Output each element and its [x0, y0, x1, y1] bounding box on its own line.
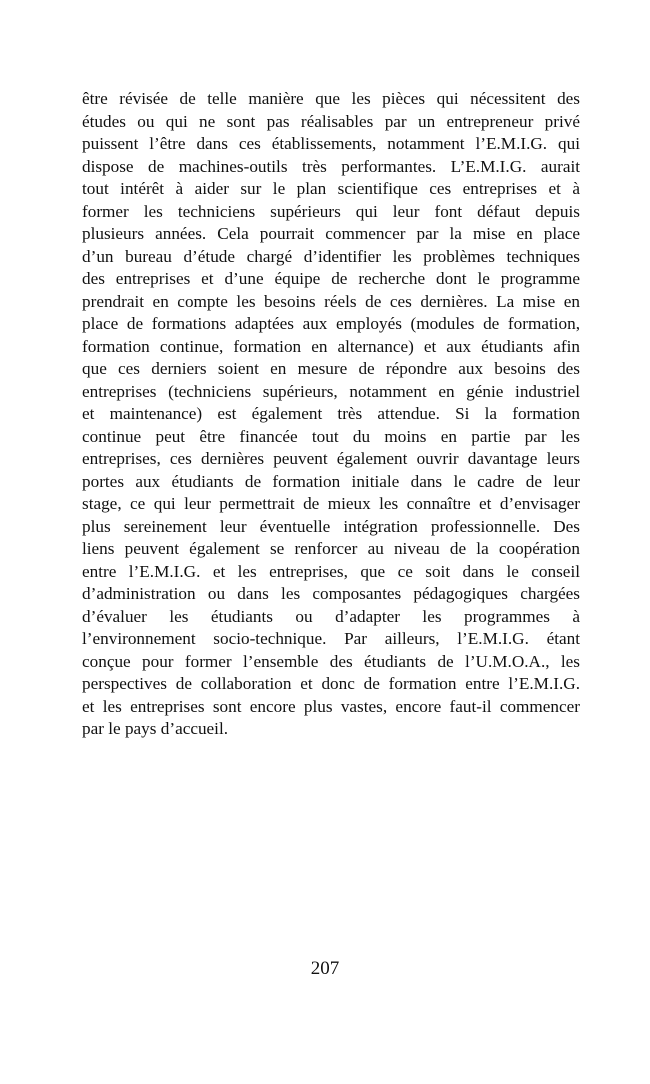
text-line: que ces derniers soient en mesure de répondre aux besoins des	[82, 359, 580, 378]
text-line: liens peuvent également se renforcer au niveau de la coopération	[82, 539, 580, 558]
text-line: portes aux étudiants de formation initiale dans le cadre de leur	[82, 471, 580, 491]
text-line: être révisée de telle manière que les pièces qui nécessitent des	[82, 89, 580, 108]
text-line: études ou qui ne sont pas réalisables par un entrepreneur privé	[82, 111, 580, 131]
text-line: d’administration ou dans les composantes pédagogiques chargées	[82, 584, 580, 603]
text-line: l’environnement socio-technique. Par ailleurs, l’E.M.I.G. étant	[82, 629, 580, 648]
text-line: tout intérêt à aider sur le plan scientifique ces entreprises et à	[82, 179, 580, 198]
text-line: et les entreprises sont encore plus vastes, encore faut-il commencer	[82, 696, 580, 716]
body-paragraph	[82, 88, 580, 741]
text-line: plusieurs années. Cela pourrait commencer par la mise en place	[82, 224, 580, 243]
text-line: d’évaluer les étudiants ou d’adapter les programmes à	[82, 606, 580, 626]
text-line: plus sereinement leur éventuelle intégration professionnelle. Des	[82, 516, 580, 536]
text-line: entreprises, ces dernières peuvent également ouvrir davantage leurs	[82, 449, 580, 468]
text-line: dispose de machines-outils très performantes. L’E.M.I.G. aurait	[82, 156, 580, 176]
text-line: par le pays d’accueil.	[82, 719, 229, 738]
text-line: perspectives de collaboration et donc de formation entre l’E.M.I.G.	[82, 674, 580, 693]
text-line: des entreprises et d’une équipe de recherche dont le programme	[82, 269, 580, 288]
text-line: former les techniciens supérieurs qui leur font défaut depuis	[82, 201, 580, 221]
text-line: prendrait en compte les besoins réels de ces dernières. La mise en	[82, 291, 580, 311]
text-line: continue peut être financée tout du moins en partie par les	[82, 426, 580, 446]
page-number: 207	[310, 958, 340, 979]
text-line: et maintenance) est également très attendue. Si la formation	[82, 404, 580, 423]
text-line: conçue pour former l’ensemble des étudiants de l’U.M.O.A., les	[82, 651, 580, 671]
text-line: entre l’E.M.I.G. et les entreprises, que ce soit dans le conseil	[82, 561, 580, 581]
text-line: formation continue, formation en alternance) et aux étudiants afin	[82, 336, 580, 356]
text-line: puissent l’être dans ces établissements, notamment l’E.M.I.G. qui	[82, 134, 580, 153]
text-line: entreprises (techniciens supérieurs, notamment en génie industriel	[82, 381, 580, 401]
text-line: place de formations adaptées aux employés (modules de formation,	[82, 314, 580, 333]
text-line: stage, ce qui leur permettrait de mieux les connaître et d’envisager	[82, 494, 580, 513]
text-line: d’un bureau d’étude chargé d’identifier les problèmes techniques	[82, 246, 580, 266]
